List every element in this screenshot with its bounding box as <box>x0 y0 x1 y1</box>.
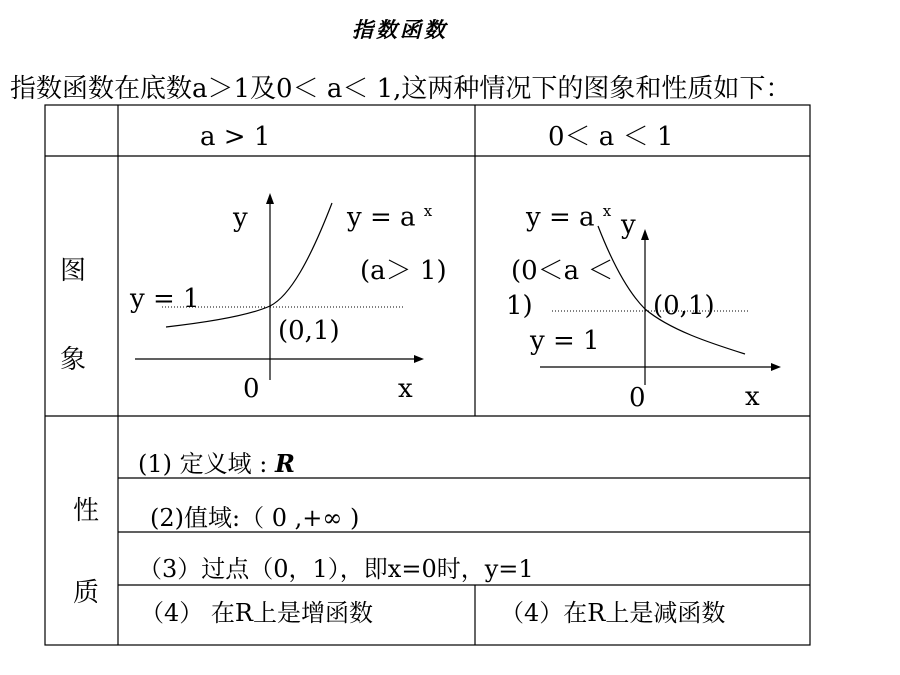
right-condition-line1: (0＜a ＜ <box>511 256 614 286</box>
right-y-arrow <box>641 229 649 240</box>
right-origin-label: 0 <box>629 383 646 413</box>
header-a-between-0-1: 0＜ a ＜ 1 <box>548 122 674 152</box>
right-y-label: y <box>621 210 636 240</box>
property-decreasing: （4）在R上是减函数 <box>500 599 726 627</box>
right-condition-line2: 1) <box>506 291 533 321</box>
row-label-graph-1: 图 <box>60 256 87 286</box>
right-y1-label: y = 1 <box>530 326 600 356</box>
property-increasing: （4） 在R上是增函数 <box>140 599 373 627</box>
property-range: (2)值域:（ 0 ,+∞ ) <box>150 504 360 532</box>
right-curve-label: y = a $^x$ <box>526 202 612 233</box>
left-curve-label: y = a $^x$ <box>347 202 433 233</box>
left-condition: (a＞ 1) <box>360 256 447 286</box>
left-y-label: y <box>233 203 248 233</box>
right-curve <box>598 226 745 354</box>
row-label-graph-2: 象 <box>60 345 87 375</box>
left-y1-label: y = 1 <box>130 284 200 314</box>
page-title: 指数函数 <box>352 17 448 42</box>
right-x-label: x <box>745 382 760 412</box>
left-y-arrow <box>266 193 274 204</box>
row-label-props-2: 质 <box>73 578 100 608</box>
property-point: （3）过点（0，1），即x=0时，y=1 <box>138 555 534 583</box>
header-a-greater-1: a > 1 <box>200 122 271 152</box>
right-point-label: (0,1) <box>653 291 715 321</box>
left-origin-label: 0 <box>243 374 260 404</box>
property-domain: (1) 定义域 : R <box>138 449 295 478</box>
right-x-arrow <box>771 363 781 371</box>
left-x-arrow <box>414 355 424 363</box>
row-label-props-1: 性 <box>73 496 100 526</box>
left-point-label: (0,1) <box>278 316 340 346</box>
intro-text: 指数函数在底数a＞1及0＜ a＜ 1,这两种情况下的图象和性质如下： <box>10 74 792 104</box>
left-x-label: x <box>398 374 413 404</box>
